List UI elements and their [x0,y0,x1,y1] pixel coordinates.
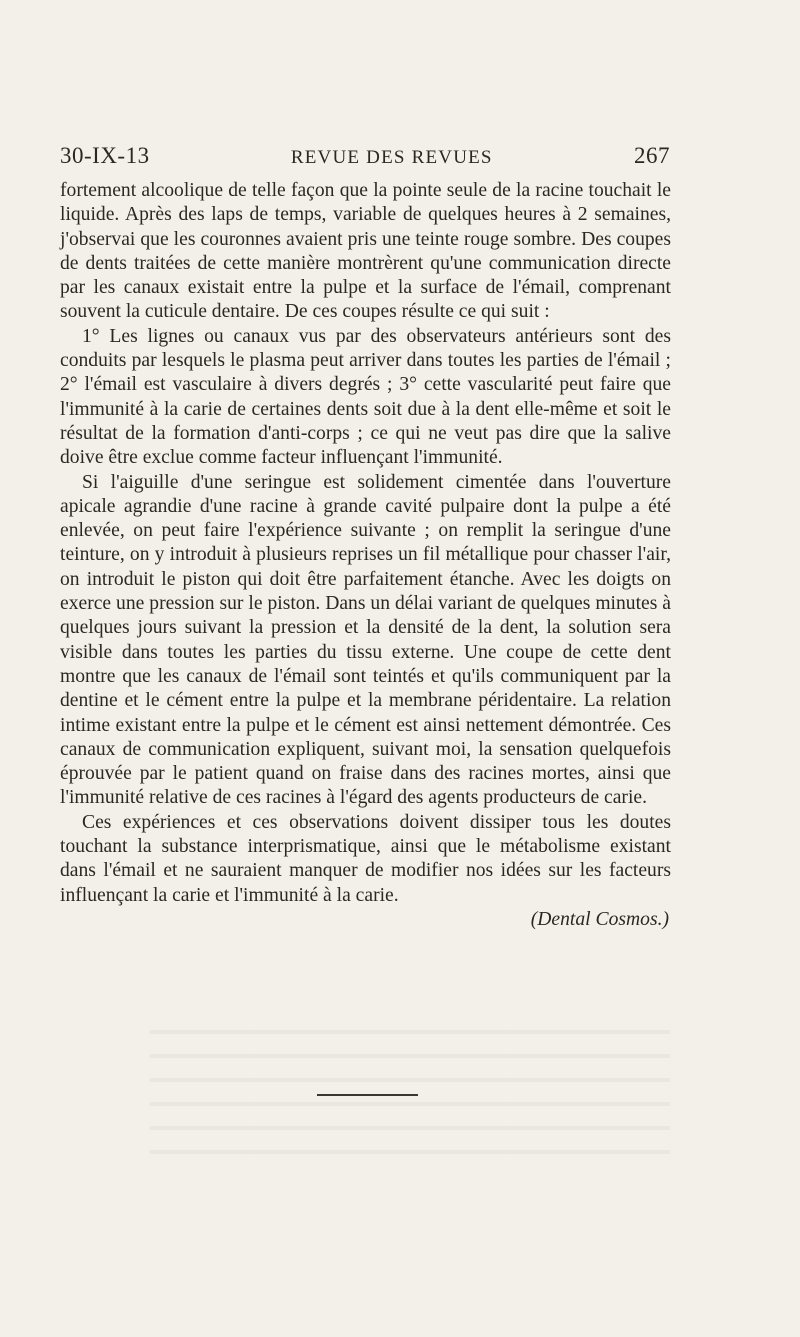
paragraph-conclusion: Ces expériences et ces observations doivent dissiper tous les doutes touchant la substance interprismatique, ainsi que le métabolisme existant dans l'émail et ne sauraient manquer de modifier nos idées sur les facteurs influençant la carie et l'immunité à la carie. [60,811,671,906]
issue-date: 30-IX-13 [60,143,150,168]
paragraph-continuation: fortement alcoolique de telle façon que la pointe seule de la racine touchait le liquide. Après des laps de temps, variable de quelques heures à 2 semaines, j'observai que les couronnes avaient pris une teinte rouge sombre. Des coupes de dents traitées de cette manière montrèrent qu'une communication directe par les canaux existait entre la pulpe et la surface de l'émail, comprenant souvent la cuticule dentaire. De ces coupes résulte ce qui suit : [60,180,671,323]
end-rule-divider [317,1094,418,1096]
paragraph-experiment: Si l'aiguille d'une seringue est solidement cimentée dans l'ouverture apicale agrandie d'une racine à grande cavité pulpaire dont la pulpe a été enlevée, on peut faire l'expérience suivante ; on remplit la seringue d'une teinture, on y introduit à plusieurs reprises un fil métallique pour chasser l'air, on introduit le piston qui doit être parfaitement étanche. Avec les doigts on exerce une pression sur le piston. Dans un délai variant de quelques minutes à quelques jours suivant la pression et la densité de la dent, la solution sera visible dans toutes les parties du tissu externe. Une coupe de cette dent montre que les canaux de l'émail sont teintés et qu'ils communiquent par la dentine et le cément entre la pulpe et la membrane péridentaire. La relation intime existant entre la pulpe et le cément est ainsi nettement démontrée. Ces canaux de communication expliquent, suivant moi, la sensation quelquefois éprouvée par le patient quand on fraise dans des racines mortes, ainsi que l'immunité relative de ces racines à l'égard des agents producteurs de carie. [60,471,671,809]
running-header [60,143,670,173]
paragraph-findings: 1° Les lignes ou canaux vus par des observateurs antérieurs sont des conduits par lesquels le plasma peut arriver dans toutes les parties de l'émail ; 2° l'émail est vasculaire à divers degrés ; 3° cette vascularité peut faire que l'immunité à la carie de certaines dents soit due à la dent elle-même et soit le résultat de la formation d'anti-corps ; ce qui ne veut pas dire que la salive doive être exclue comme facteur influençant l'immunité. [60,325,671,469]
source-citation: (Dental Cosmos.) [530,908,669,930]
article-body [60,179,671,932]
journal-section-title: REVUE DES REVUES [290,147,493,168]
page-number: 267 [633,143,670,168]
